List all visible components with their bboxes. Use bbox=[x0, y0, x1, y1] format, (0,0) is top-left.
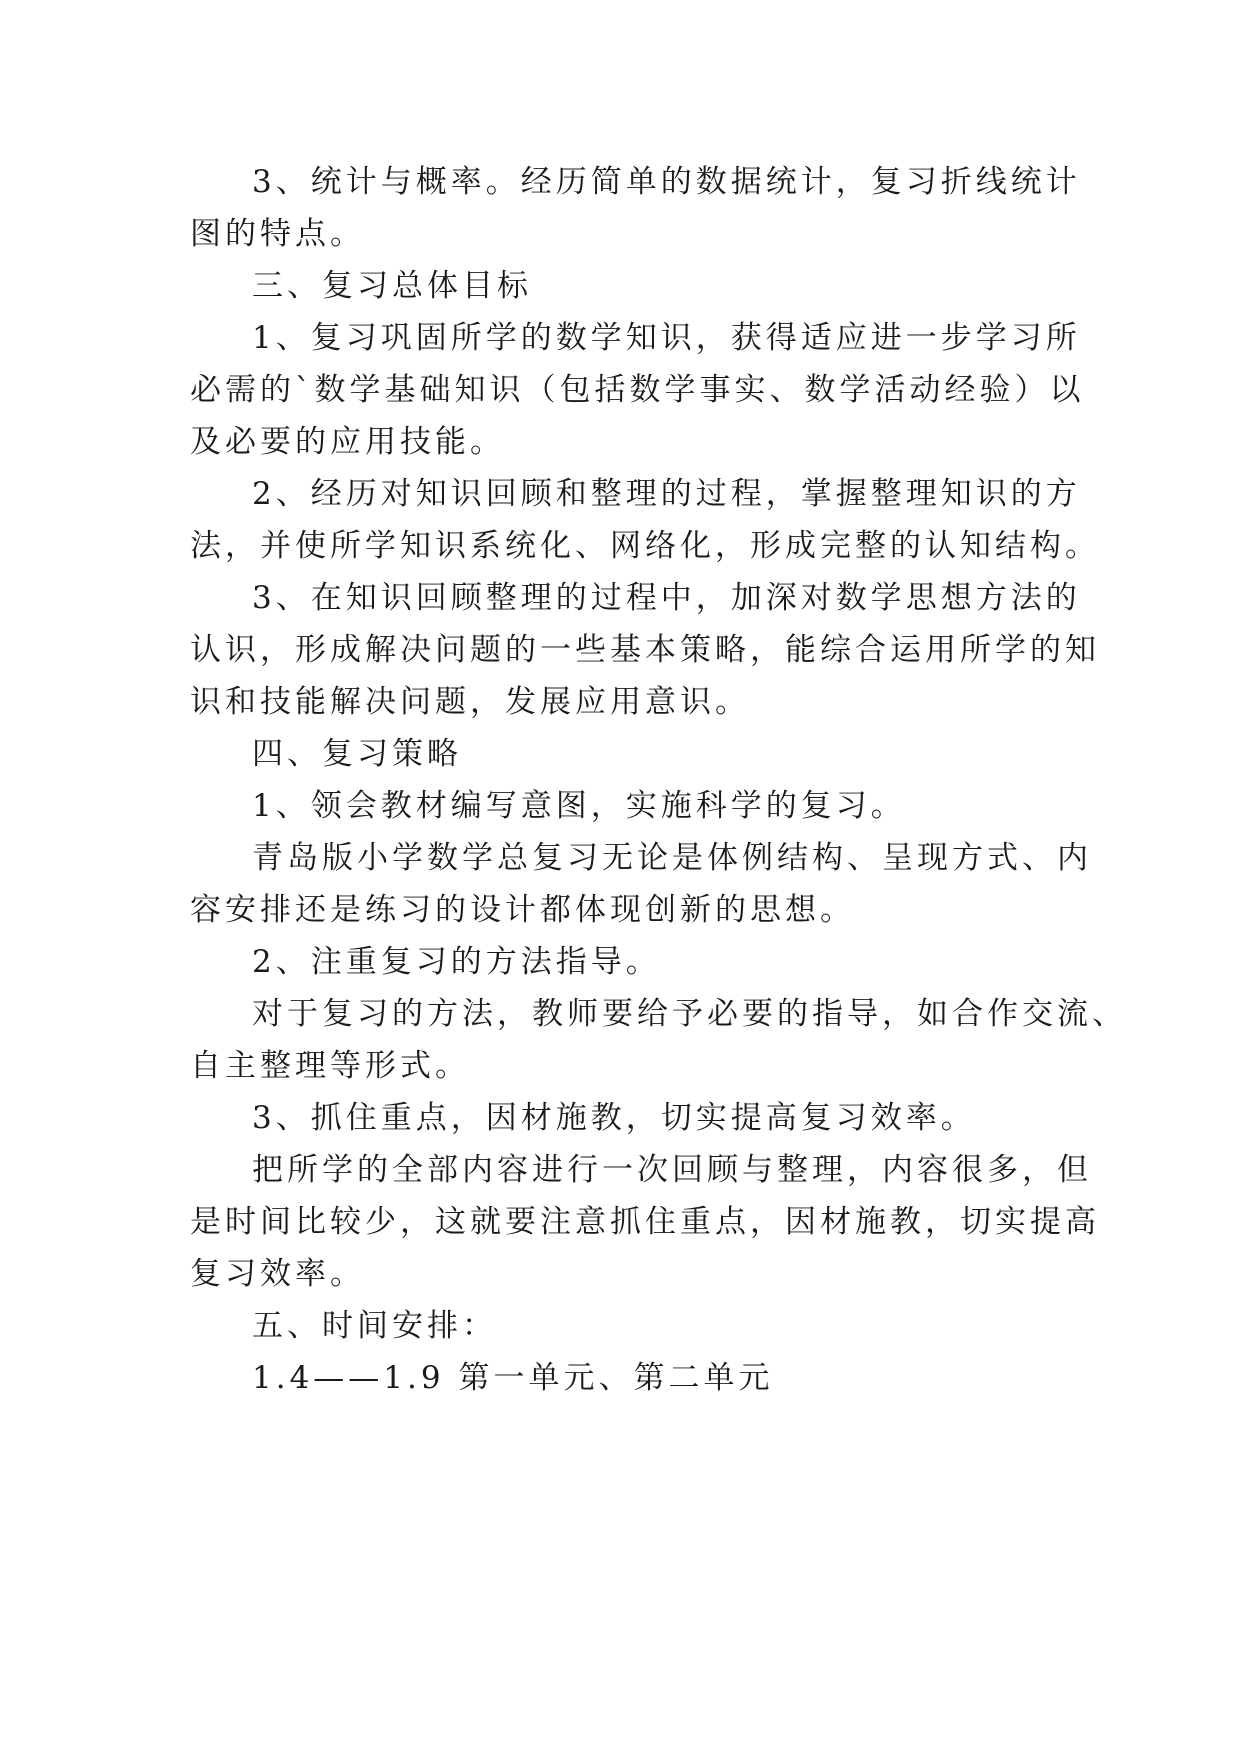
text-line: 必需的`数学基础知识（包括数学事实、数学活动经验）以 bbox=[190, 372, 1085, 408]
text-line: 认识，形成解决问题的一些基本策略，能综合运用所学的知 bbox=[190, 632, 1100, 668]
text-line: 1.4——1.9 第一单元、第二单元 bbox=[252, 1360, 774, 1396]
section-heading: 三、复习总体目标 bbox=[252, 268, 532, 304]
text-line: 自主整理等形式。 bbox=[190, 1048, 470, 1084]
text-line: 识和技能解决问题，发展应用意识。 bbox=[190, 684, 750, 720]
text-line: 2、注重复习的方法指导。 bbox=[252, 944, 661, 980]
text-line: 3、抓住重点，因材施教，切实提高复习效率。 bbox=[252, 1100, 976, 1136]
text-line: 3、在知识回顾整理的过程中，加深对数学思想方法的 bbox=[252, 580, 1081, 616]
text-line: 把所学的全部内容进行一次回顾与整理，内容很多，但 bbox=[252, 1152, 1092, 1188]
text-line: 容安排还是练习的设计都体现创新的思想。 bbox=[190, 892, 855, 928]
text-line: 对于复习的方法，教师要给予必要的指导，如合作交流、 bbox=[252, 996, 1127, 1032]
section-heading: 四、复习策略 bbox=[252, 736, 462, 772]
text-line: 法，并使所学知识系统化、网络化，形成完整的认知结构。 bbox=[190, 528, 1100, 564]
text-line: 1、复习巩固所学的数学知识，获得适应进一步学习所 bbox=[252, 320, 1081, 356]
text-line: 3、统计与概率。经历简单的数据统计，复习折线统计 bbox=[252, 164, 1081, 200]
text-line: 是时间比较少，这就要注意抓住重点，因材施教，切实提高 bbox=[190, 1204, 1100, 1240]
text-line: 复习效率。 bbox=[190, 1256, 365, 1292]
text-line: 图的特点。 bbox=[190, 216, 365, 252]
text-line: 青岛版小学数学总复习无论是体例结构、呈现方式、内 bbox=[252, 840, 1092, 876]
text-line: 1、领会教材编写意图，实施科学的复习。 bbox=[252, 788, 906, 824]
section-heading: 五、时间安排： bbox=[252, 1308, 497, 1344]
text-line: 2、经历对知识回顾和整理的过程，掌握整理知识的方 bbox=[252, 476, 1081, 512]
text-line: 及必要的应用技能。 bbox=[190, 424, 505, 460]
